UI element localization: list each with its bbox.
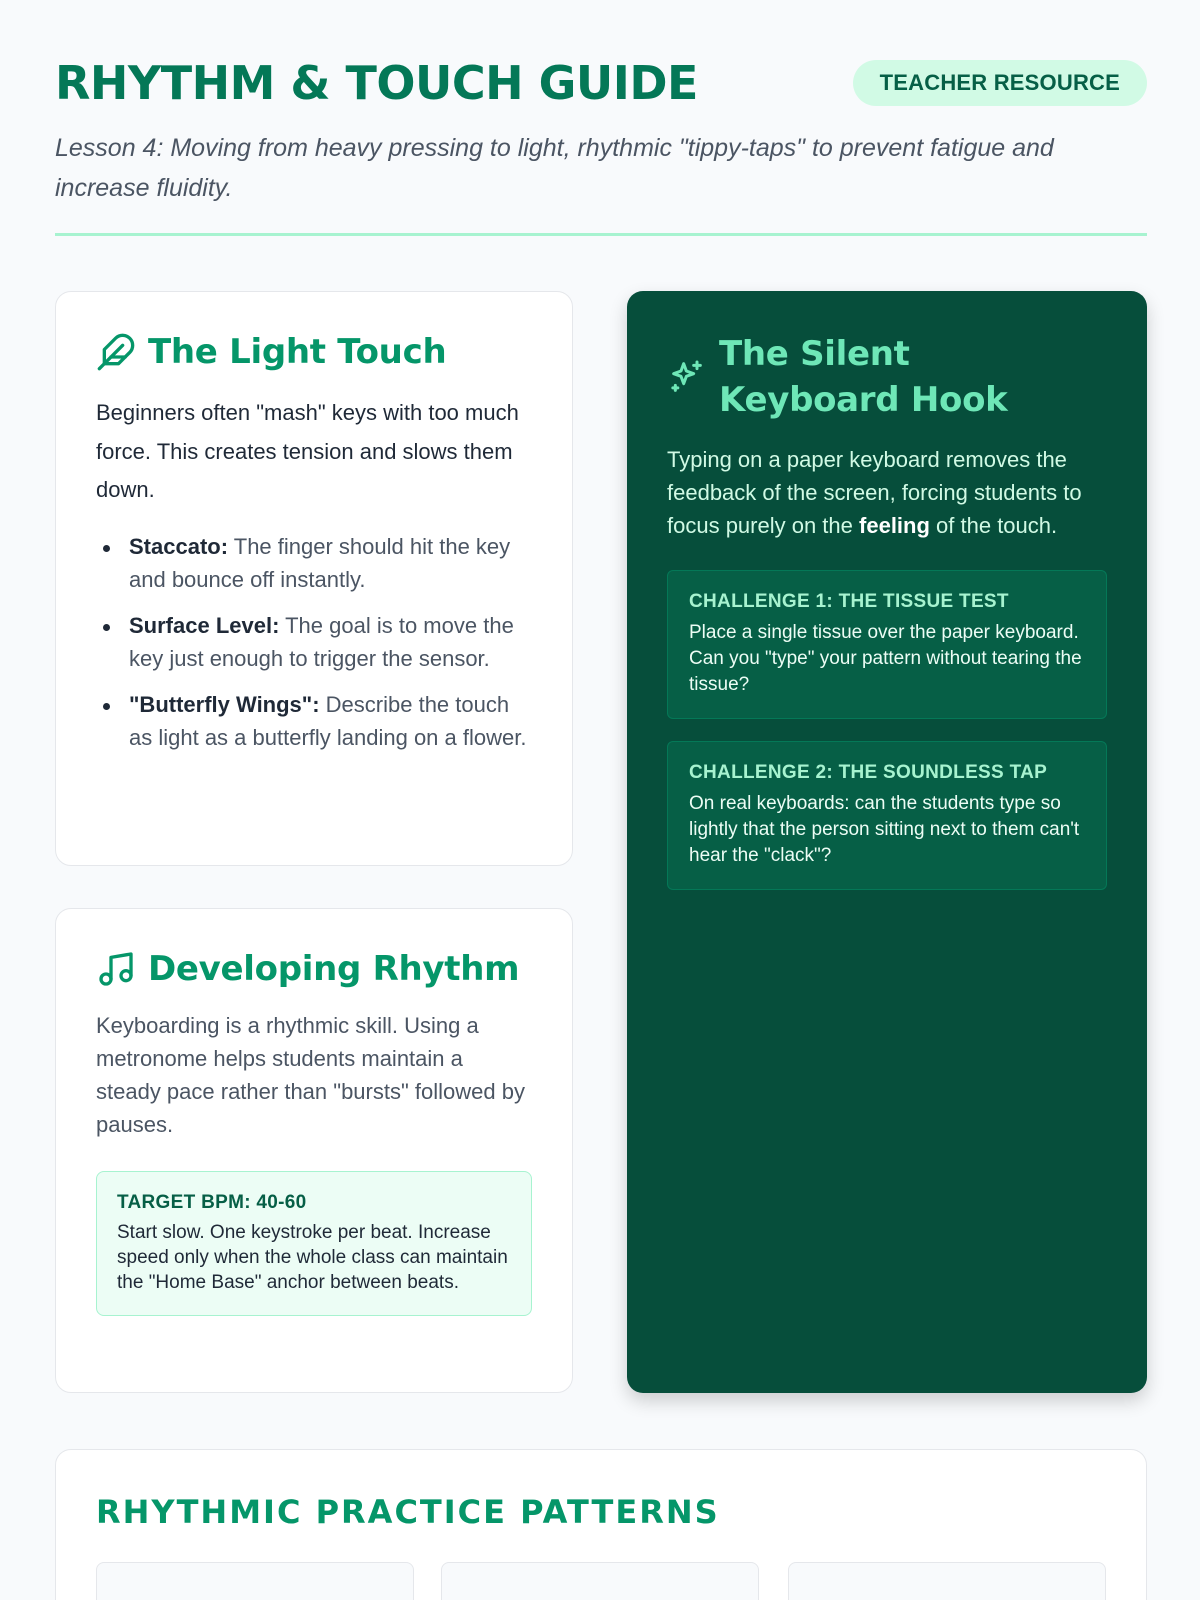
page-title: RHYTHM & TOUCH GUIDE [55, 56, 698, 110]
challenge-box [667, 570, 1107, 719]
list-item [96, 530, 532, 596]
header-divider [55, 233, 1147, 236]
silent-keyboard-hook-title: The Silent Keyboard Hook [719, 334, 1008, 420]
silent-keyboard-hook-card [627, 291, 1147, 1393]
header [55, 48, 1147, 128]
pattern-row [96, 1562, 1106, 1600]
list-item-term: Staccato: [129, 533, 229, 559]
developing-rhythm-card [55, 908, 573, 1393]
challenge-text: On real keyboards: can the students type so lightly that the person sitting next to them can't hear the "clack"? [689, 793, 1080, 866]
light-touch-card [55, 291, 573, 866]
lead-text: of the touch. [929, 513, 1058, 538]
list-item-term: "Butterfly Wings": [129, 691, 320, 717]
lead-text: Typing on a paper keyboard removes the feedback of the screen, forcing students to focus purely on the [667, 447, 1082, 538]
silent-keyboard-hook-lead [667, 443, 1107, 542]
list-item-text: The goal is to move the key just enough to trigger the sensor. [129, 612, 514, 671]
target-bpm-text: Start slow. One keystroke per beat. Increase speed only when the whole class can maintain the "Home Base" anchor between beats. [117, 1222, 508, 1293]
resource-badge: TEACHER RESOURCE [853, 60, 1147, 106]
music-note-icon [96, 949, 136, 989]
developing-rhythm-lead: Keyboarding is a rhythmic skill. Using a metronome helps students maintain a steady pace rather than "bursts" followed by pauses. [96, 1013, 525, 1137]
rhythmic-patterns-card [55, 1449, 1147, 1600]
challenge-title: CHALLENGE 1: THE TISSUE TEST [689, 591, 1009, 612]
pattern-tile [96, 1562, 414, 1600]
pattern-tile [441, 1562, 759, 1600]
light-touch-title: The Light Touch [148, 332, 447, 372]
feather-icon [96, 332, 136, 372]
list-item [96, 609, 532, 675]
list-item-term: Surface Level: [129, 612, 280, 638]
light-touch-list [96, 530, 532, 754]
target-bpm-box [96, 1171, 532, 1316]
rhythmic-patterns-title: RHYTHMIC PRACTICE PATTERNS [96, 1493, 720, 1531]
list-item [96, 688, 532, 754]
challenge-text: Place a single tissue over the paper keyboard. Can you "type" your pattern without tearing the tissue? [689, 622, 1082, 695]
target-bpm-title: TARGET BPM: 40-60 [117, 1192, 307, 1213]
lead-emphasis: feeling [859, 513, 930, 538]
pattern-tile [788, 1562, 1106, 1600]
sparkles-icon [667, 357, 707, 397]
challenge-title: CHALLENGE 2: THE SOUNDLESS TAP [689, 762, 1048, 783]
list-item-text: Describe the touch as light as a butterfly landing on a flower. [129, 691, 527, 750]
developing-rhythm-title: Developing Rhythm [148, 949, 520, 989]
light-touch-lead: Beginners often "mash" keys with too much force. This creates tension and slows them down. [96, 400, 519, 502]
list-item-text: The finger should hit the key and bounce off instantly. [129, 533, 511, 592]
lesson-subtitle: Lesson 4: Moving from heavy pressing to light, rhythmic "tippy-taps" to prevent fatigue and increase fluidity. [55, 134, 1054, 202]
challenge-box [667, 741, 1107, 890]
